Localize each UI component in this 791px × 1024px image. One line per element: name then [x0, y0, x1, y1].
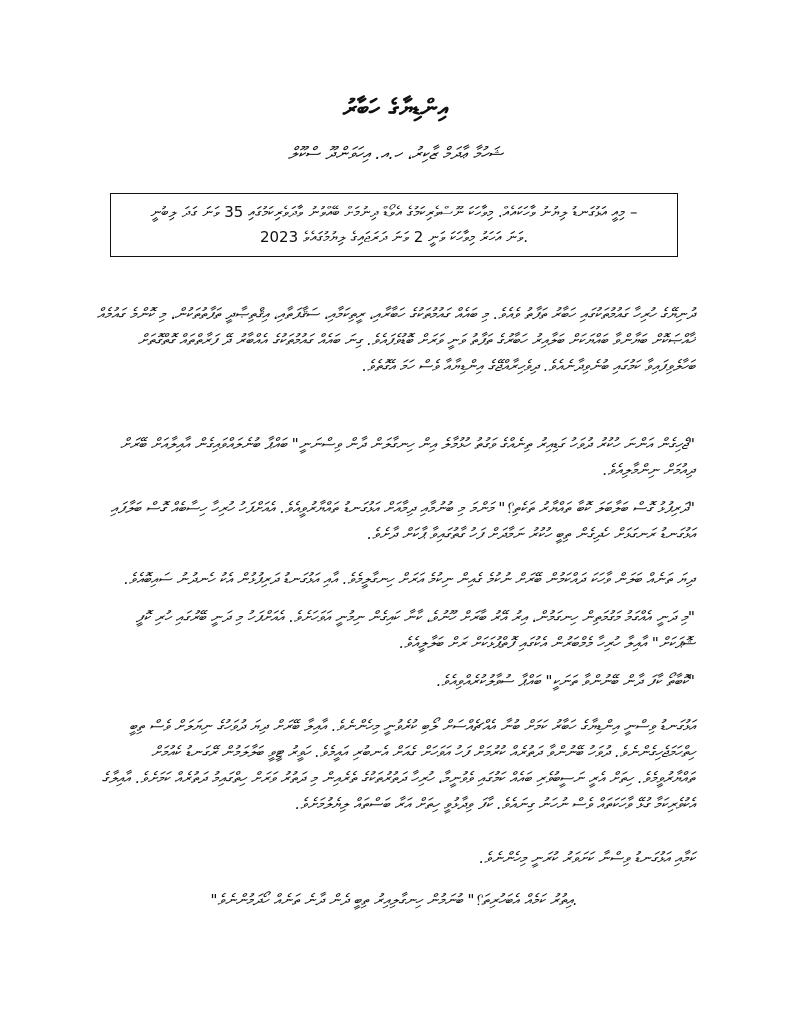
body-paragraph-2	[93, 431, 695, 483]
paragraph-text: "ޖެހިގެން އަންނަ ހުކުރު ދުވަހު ގަޑިއިރު ތިނެއްގެ ވަގުތު ހުޅުމާލެ އިން ހިނގާލަން ދާން ވިސްނަނީ" ބައްޕާ ބުނެލައްވައިގެން އާއިލާއަށް ބޭރަށް ދިއުމަށް ނިންމާލިއެވެ.	[120, 435, 695, 479]
body-paragraph-7	[93, 713, 695, 817]
paragraph-text: ދިޔަ ތަނެއް ބަލަން ވާހަކަ ދައްކަމުން ބޭރަށް ނުކުމެ ގެއިން ނިކުމެ އަރަށް ހިނގާލީމެވެ. އާއި އަޅުގަނޑު ދަރިފުޅުން އެކު ހެނދުނު ސައިބޮއެވެ.	[124, 570, 695, 588]
boxed-note	[110, 193, 678, 257]
paragraph-text: ދުނިޔޭގެ ހުރިހާ ގައުމުތަކުގައި ހަބާރު ތަފާތު ވެއެވެ. މި ބައެއް ގައުމުތަކުގެ ހަބާރާއި، ރީތިކަމާއި، ސަޤާފަތާއި، އިޤްތިޞާދީ ތަފާތުތަކުން، މި ކޮންމެ ގައުމެއް ޚާއްޞަކޮށް ބަޔާންވާ ބައްޔަކަށް ބަލާއިރު ހަބާރުގެ ތަފާތު ވަނީ ވަރަށް ބޮޑުވެފައެވެ. ގިނަ ބައެއް ގައުމުތަކުގެ އެއްބާރު ދޭ ފަރާތްތައް ގޮތްގޮތަށް ބަހާލެވިފައިވާ ކަމުގައި ބުނެވިދާނެއެވެ. ދިވެހިރާއްޖޭގެ އިންޑިޔާއާ ވެސް ހަމަ އެގޮތެވެ.	[96, 305, 695, 375]
boxed-note-line-1: މިއީ އަޅުގަނޑު ލިޔުނު ވާހަކައެއް. މިވާހަކަ ނޫސްވެރިކަމުގެ އެވޯޑް ދިނުމަށް ބޭއްވުނު ވާދަވެރިކަމުގައި 35 ވަނަ ގަދަ ލިބުނީ –	[150, 203, 638, 221]
boxed-note-line-2: 2023 ވަނަ އަހަރު މިވާހަކަ ވަނީ 2 ވަނަ ދަރަޖައިގެ ލިޔުމުގައެވެ.	[259, 228, 529, 246]
paragraph-text: ކަމާއި އަޅުގަނޑު ވިސްނާ ކަށަވަރު ކުރަނީ މިހެންނެވެ.	[479, 849, 695, 867]
paragraph-text: "މި ދަނީ އެއްގަމު މަގުމަތިން ހިނގަމުން، އިރު އޭރު ބާރަށް ހޫނުވެ، ކާނާ ކައިގެން ނިމުނީ އަވަހަށެވެ. އެއަށްފަހު މި ދަނީ ބޭރުގައި ހުރި ކޮފީ ޝޮޕަކަށް" އާއިލާ ހުރިހާ މެމްބަރުން އެކުގައި ފޮތްޕުޅަކަށް ރަށް ބަލާލީއެވެ.	[135, 608, 695, 652]
body-paragraph-4	[93, 566, 695, 592]
body-paragraph-5	[93, 604, 695, 656]
body-paragraph-3	[93, 495, 695, 547]
body-paragraph-1	[93, 301, 695, 379]
paragraph-text: "ދަރިފުޅު ގޮސް ބަލާބަލަ ކޮބާ ތައްޔާރު ތަކެތި؟" މަންމަ މި ބުނުމާއި ދިމާއަށް އަޅުގަނޑު ތައްޔާރުވީއެވެ. އެއަށްފަހު ހުރިހާ ހިސާބެއް ގޮސް ބަލާފައި އަޅުގަނޑު ރަނގަޅަށް ހެދިގެން ތިބީ ހުކުރު ނަމާދަށް ފަހު ގާތުގައިވާ ޕާކަށް ދާށެވެ.	[110, 499, 695, 543]
author-byline: ޝަހުމާ ޢާދަމް ޒާކިރު، ހ.އ. އިހަވަންދޫ ސްކޫލް	[288, 144, 503, 164]
paragraph-text: އަޅުގަނޑު ވިސްނީ އިންޑިޔާގެ ހަބާރު ކަމަށް ބުނާ އެއްޗެއްސަށް ލޯބި ކުރެވުނީ މިހެންނެވެ. އާއިލާ ބޭރަށް ދިޔަ ދުވަހުގެ ނިޔަލަށް ވެސް ތިބީ ހިތްހަމަޖެހިގެންނެވެ. ދުވަހު ބޭނުންވާ ދަތުރެއް ކުރުމަށް ފަހު އަވަހަށް ގެއަށް އެނބުރި އައީމެވެ. ހަވީރު ޓީވީ ބަލާލަމުން ރޭގަނޑު ކެއުމަށް ތައްޔާރުވީމެވެ. ހިތަށް އެރީ ނަސީބުވެރި ބައެއް ކަމުގައި ވެވުނީމާ، ހުރިހާ ދަތުރުތަކުގެ ތެރެއިން މި ދަތުރު ވަރަށް ހިތްގައިމު ދަތުރެއް ކަމަށެވެ. އާއިލާގެ އެކުވެރިކަމާ ގުޅޭ ވާހަކަތައް ވެސް ނުހަނު ގިނައެވެ. ކާފަ ވިދާޅުވީ ހިތަށް އަރާ ބަސްތައް ލިޔެލުމަށެވެ.	[101, 717, 695, 813]
closing-line: "އިތުރު ކަމެއް އެބަހުރިތަ؟" ބުނަމުން ހިނގާލިއިރު ތިބީ ދެން ދާނެ ތަނެއް ހޯދަމުންނެވެ.	[210, 891, 578, 909]
document-title: އިންޑިޔާގެ ހަބާރު	[342, 94, 449, 122]
body-paragraph-8	[93, 845, 695, 871]
body-paragraph-6	[93, 668, 695, 694]
paragraph-text: "ކޮބާތޯ ކާފަ ދާން ބޭނުންވާ ތަނަކީ" ބައްޕާ ސުވާލުކުރެއްވިއެވެ.	[436, 672, 695, 690]
